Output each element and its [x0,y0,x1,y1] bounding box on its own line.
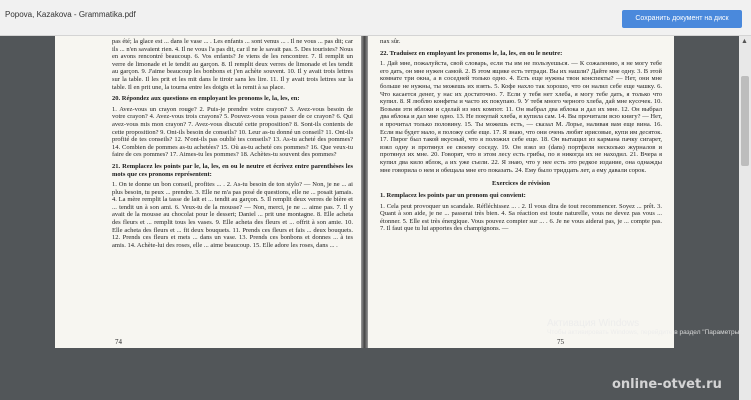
section-heading: Exercices de révision [491,180,550,188]
activation-subtitle: Чтобы активировать Windows, перейдите в раздел "Параметры". [547,329,744,336]
pdf-viewer[interactable] [0,36,751,400]
page-number: 75 [557,338,564,346]
exercise-text: 1. On te donne un bon conseil, profites ... . 2. As-tu besoin de ton stylo? — Non, je ne ... ai plus besoin, tu peux ... prendre. 3. Elle ne m'a pas posé de questions, elle ne ... posait jamais. 4. La mère remplit la tasse de lait et ... tendit au garçon. 5. Il remplit deux verres de bière et ... tendit un à son ami. 6. Veux-tu de la mousse? — Non, merci, je ne ... aime pas. 7. Il y avait de la mousse au chocolat pour le dessert; Daniel ... prit une montagne. 8. Elle acheta des fleurs et ... remplit tous les vases. 9. Elle acheta des fleurs et ... offrit à son amie. 10. Elle acheta des fleurs et ... fit deux bouquets. 11. Prends ces fleurs et fais ... deux bouquets. 12. Prends ces fleurs et mets ... dans un vase. 13. Prends ces bonbons et donnes ... à tes amis. 14. Achète-lui des roses, elle ... aime beaucoup. 15. Elle adore les roses, dans ... . [112,181,353,249]
exercise-text: 1. Cela peut provoquer un scandale. Réfléchissez ... . 2. Il vous dira de tout recommencer. Soyez ... prêt. 3. Quant à son aide, je ne ... passerai très bien. 4. Sa réaction est toute naturelle, vous ne devez pas vous ... étonner. 5. Elle est très énergique. Vous pouvez compter sur ... . 6. Je ne vous aiderai pas, je ... compte pas. 7. Il faut que tu lui apportes des champignons. — [380,202,662,233]
pdf-page-left [55,36,361,348]
page-text: pas été; la glace est ... dans le vase ... . Les enfants ... sont venus ... . Il ne vous ... pas dit; car ils ... n'en savaient rien. 4. Il ne vous l'a pas dit, car il ne le savait pas. 5. Des touristes? Nous en avons rencontré beaucoup. 6. Vos enfants? Je viens de les rencontrer. 7. Il remplit un verre de limonade et le tendit au garçon. 8. Il remplit deux verres de limonade et les tendit au garçon. 9. J'aime beaucoup les bonbons et j'en achète souvent. 10. Il y avait trois lettres sur la table. Il les prit et les mit dans le tiroir sans les lire. 11. Il y avait trois lettres sur la table. Il en prit une, la tourna entre les doigts et la remit à sa place. [112,38,353,91]
exercise-text: 1. Avez-vous un crayon rouge? 2. Puis-je prendre votre crayon? 3. Avez-vous besoin de votre crayon? 4. Avez-vous trois crayons? 5. Pouvez-vous vous passer de ce crayon? 6. Qui avez-vous mis mon crayon? 7. Avez-vous discuté cette proposition? 8. Sont-ils contents de cette proposition? 9. Ont-ils besoin de conseils? 10. Leur as-tu donné un conseil? 11. Ont-ils profité de tes conseils? 12. N'ont-ils pas oublié tes conseils? 13. As-tu acheté des pommes? 14. Combien de pommes as-tu achetées? 15. Où as-tu acheté ces pommes? 16. Que veux-tu faire de ces pommes? 17. Aimes-tu les pommes? 18. Achètes-tu souvent des pommes? [112,105,353,159]
exercise-title: 20. Répondez aux questions en employant les pronoms le, la, les, en: [112,95,300,103]
pdf-toolbar [0,0,751,36]
exercise-text: 1. Дай мне, пожалуйста, свой словарь, если ты им не пользуешься. — К сожалению, я не могу тебе его дать, он мне нужен самой. 2. В этом ящике есть тетради. Вы их нашли? Дайте мне одну. 3. В этой комнате три окна, а в соседней только одно. 4. Есть еще нужны твои конспекты? — Нет, они мне больше не нужны, ты можешь их взять. 5. Кофе нахло так хорошо, что он налил себе еще чашку. 6. Что касается денег, у нас их достаточно. 7. Если у тебя нет хлеба, я могу тебе дать, я только что купил. 8. Я люблю конфеты и часто их покупаю. 9. У тебя много черного хлеба, дай мне кусочек. 10. Возьми эти яблоки и сделай из них компот. 11. Он выбрал два яблока и дал их мне. 12. Он выбрал два яблока и дал мне одно. 13. Не покупай хлеба, я купила сам. 14. Вы прочитали всю книгу? — Нет, я прочитал только половину. 15. Ты можешь есть, — сказал М. Лорье, наливая вам еще вина. 16. Если вы будет мало, я положу себе еще. 17. Я знаю, что они очень любят ирисовые, купи им десяток. 17. Пирог был такой вкусный, что я положил себе еще. 18. Он вытащил из кармана пачку сигарет, взял одну и протянул ее своему соседу. 19. Он взял из (dans) портфеля несколько журналов и протянул их мне. 20. Говорят, что в этом лесу есть грибы, по я никогда их не находил. 21. Вчера я купил два кило яблок, а их уже съели. 22. Я знаю, что у нее есть это редкое издание, она однажды мне говорила о нем и обещала мне его показать. 24. Ему было тридцать лет, а ему давали сорок. [380,60,662,174]
file-name: Popova, Kazakova - Grammatika.pdf [5,10,136,19]
exercise-title: 22. Traduisez en employant les pronoms le, la, les, en ou le neutre: [380,49,563,57]
exercise-title: 1. Remplacez les points par un pronom qui convient: [380,192,526,200]
page-text: пах sûr. [380,38,401,45]
vertical-scrollbar[interactable] [739,36,751,400]
scrollbar-thumb[interactable] [741,76,749,166]
page-gutter [361,36,368,348]
save-document-button[interactable]: Сохранить документ на диск [622,10,742,28]
windows-activation-notice [547,318,747,337]
page-number: 74 [115,338,122,346]
pdf-page-right [368,36,674,348]
activation-title: Активация Windows [547,318,640,329]
site-watermark: online-otvet.ru [612,377,722,392]
scroll-up-icon[interactable]: ▲ [741,38,748,45]
exercise-title: 21. Remplacez les points par le, la, les, en ou le neutre et écrivez entre parenthèses les mots que ces pronoms représentent: [112,162,353,178]
